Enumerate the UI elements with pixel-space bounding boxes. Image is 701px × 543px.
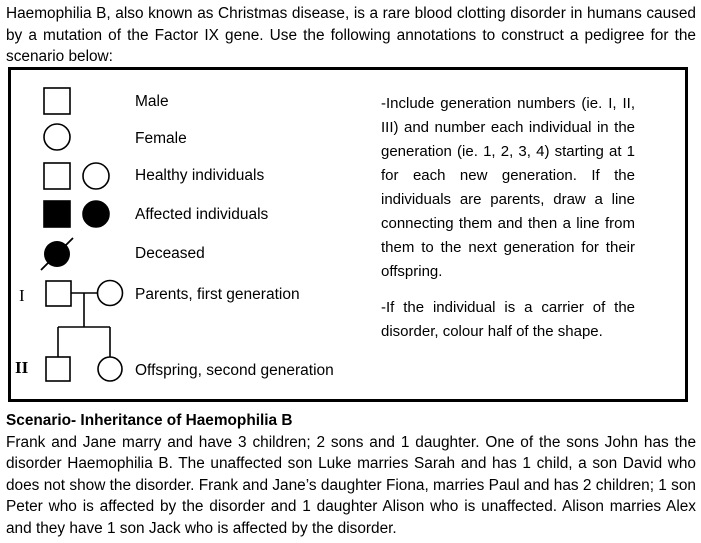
intro-paragraph: Haemophilia B, also known as Christmas disease, is a rare blood clotting disorder in humans caused by a mutation of the Factor IX gene. Use the following annotations to construct a pedigree for the scenario below:: [6, 5, 696, 65]
legend-label-offspring: Offspring, second generation: [135, 362, 334, 379]
annotation-key-box: [8, 67, 688, 402]
scenario-text: Frank and Jane marry and have 3 children; 2 sons and 1 daughter. One of the sons John has the disorder Haemophilia B. The unaffected son Luke marries Sarah and has 1 child, a son David who does not show the disorder. Frank and Jane’s daughter Fiona, marries Paul and has 2 children; 1 son Peter who is affected by the disorder and 1 daughter Alison who is unaffected. Alison marries Alex and they have 1 son Jack who is affected by the disorder.: [6, 433, 696, 537]
healthy-male-icon: [44, 163, 70, 189]
pedigree-instructions: [381, 92, 635, 344]
offspring-daughter-icon: [98, 357, 122, 381]
legend-label-healthy: Healthy individuals: [135, 167, 265, 184]
generation-one-label: I: [19, 286, 25, 305]
female-circle-icon: [44, 124, 70, 150]
legend-label-male: Male: [135, 93, 169, 110]
parents-couple-icon: [46, 281, 123, 358]
generation-two-label: II: [15, 358, 29, 377]
carrier-instruction: -If the individual is a carrier of the disorder, colour half of the shape.: [381, 299, 635, 340]
scenario-section: [6, 410, 696, 539]
legend-label-affected: Affected individuals: [135, 206, 269, 223]
legend-label-deceased: Deceased: [135, 245, 205, 262]
numbering-instruction: -Include generation numbers (ie. I, II, III) and number each individual in the generation (ie. 1, 2, 3, 4) starting at 1 for each new generation. If the individuals are parents, draw a line connecting them and then a line from them to the next generation for their offspring.: [381, 95, 635, 280]
legend-label-parents: Parents, first generation: [135, 286, 300, 303]
male-square-icon: [44, 88, 70, 114]
legend-label-female: Female: [135, 130, 187, 147]
healthy-female-icon: [83, 163, 109, 189]
offspring-son-icon: [46, 357, 70, 381]
deceased-icon: [41, 238, 73, 270]
affected-female-icon: [83, 201, 109, 227]
scenario-title: Scenario- Inheritance of Haemophilia B: [6, 412, 293, 429]
affected-male-icon: [44, 201, 70, 227]
